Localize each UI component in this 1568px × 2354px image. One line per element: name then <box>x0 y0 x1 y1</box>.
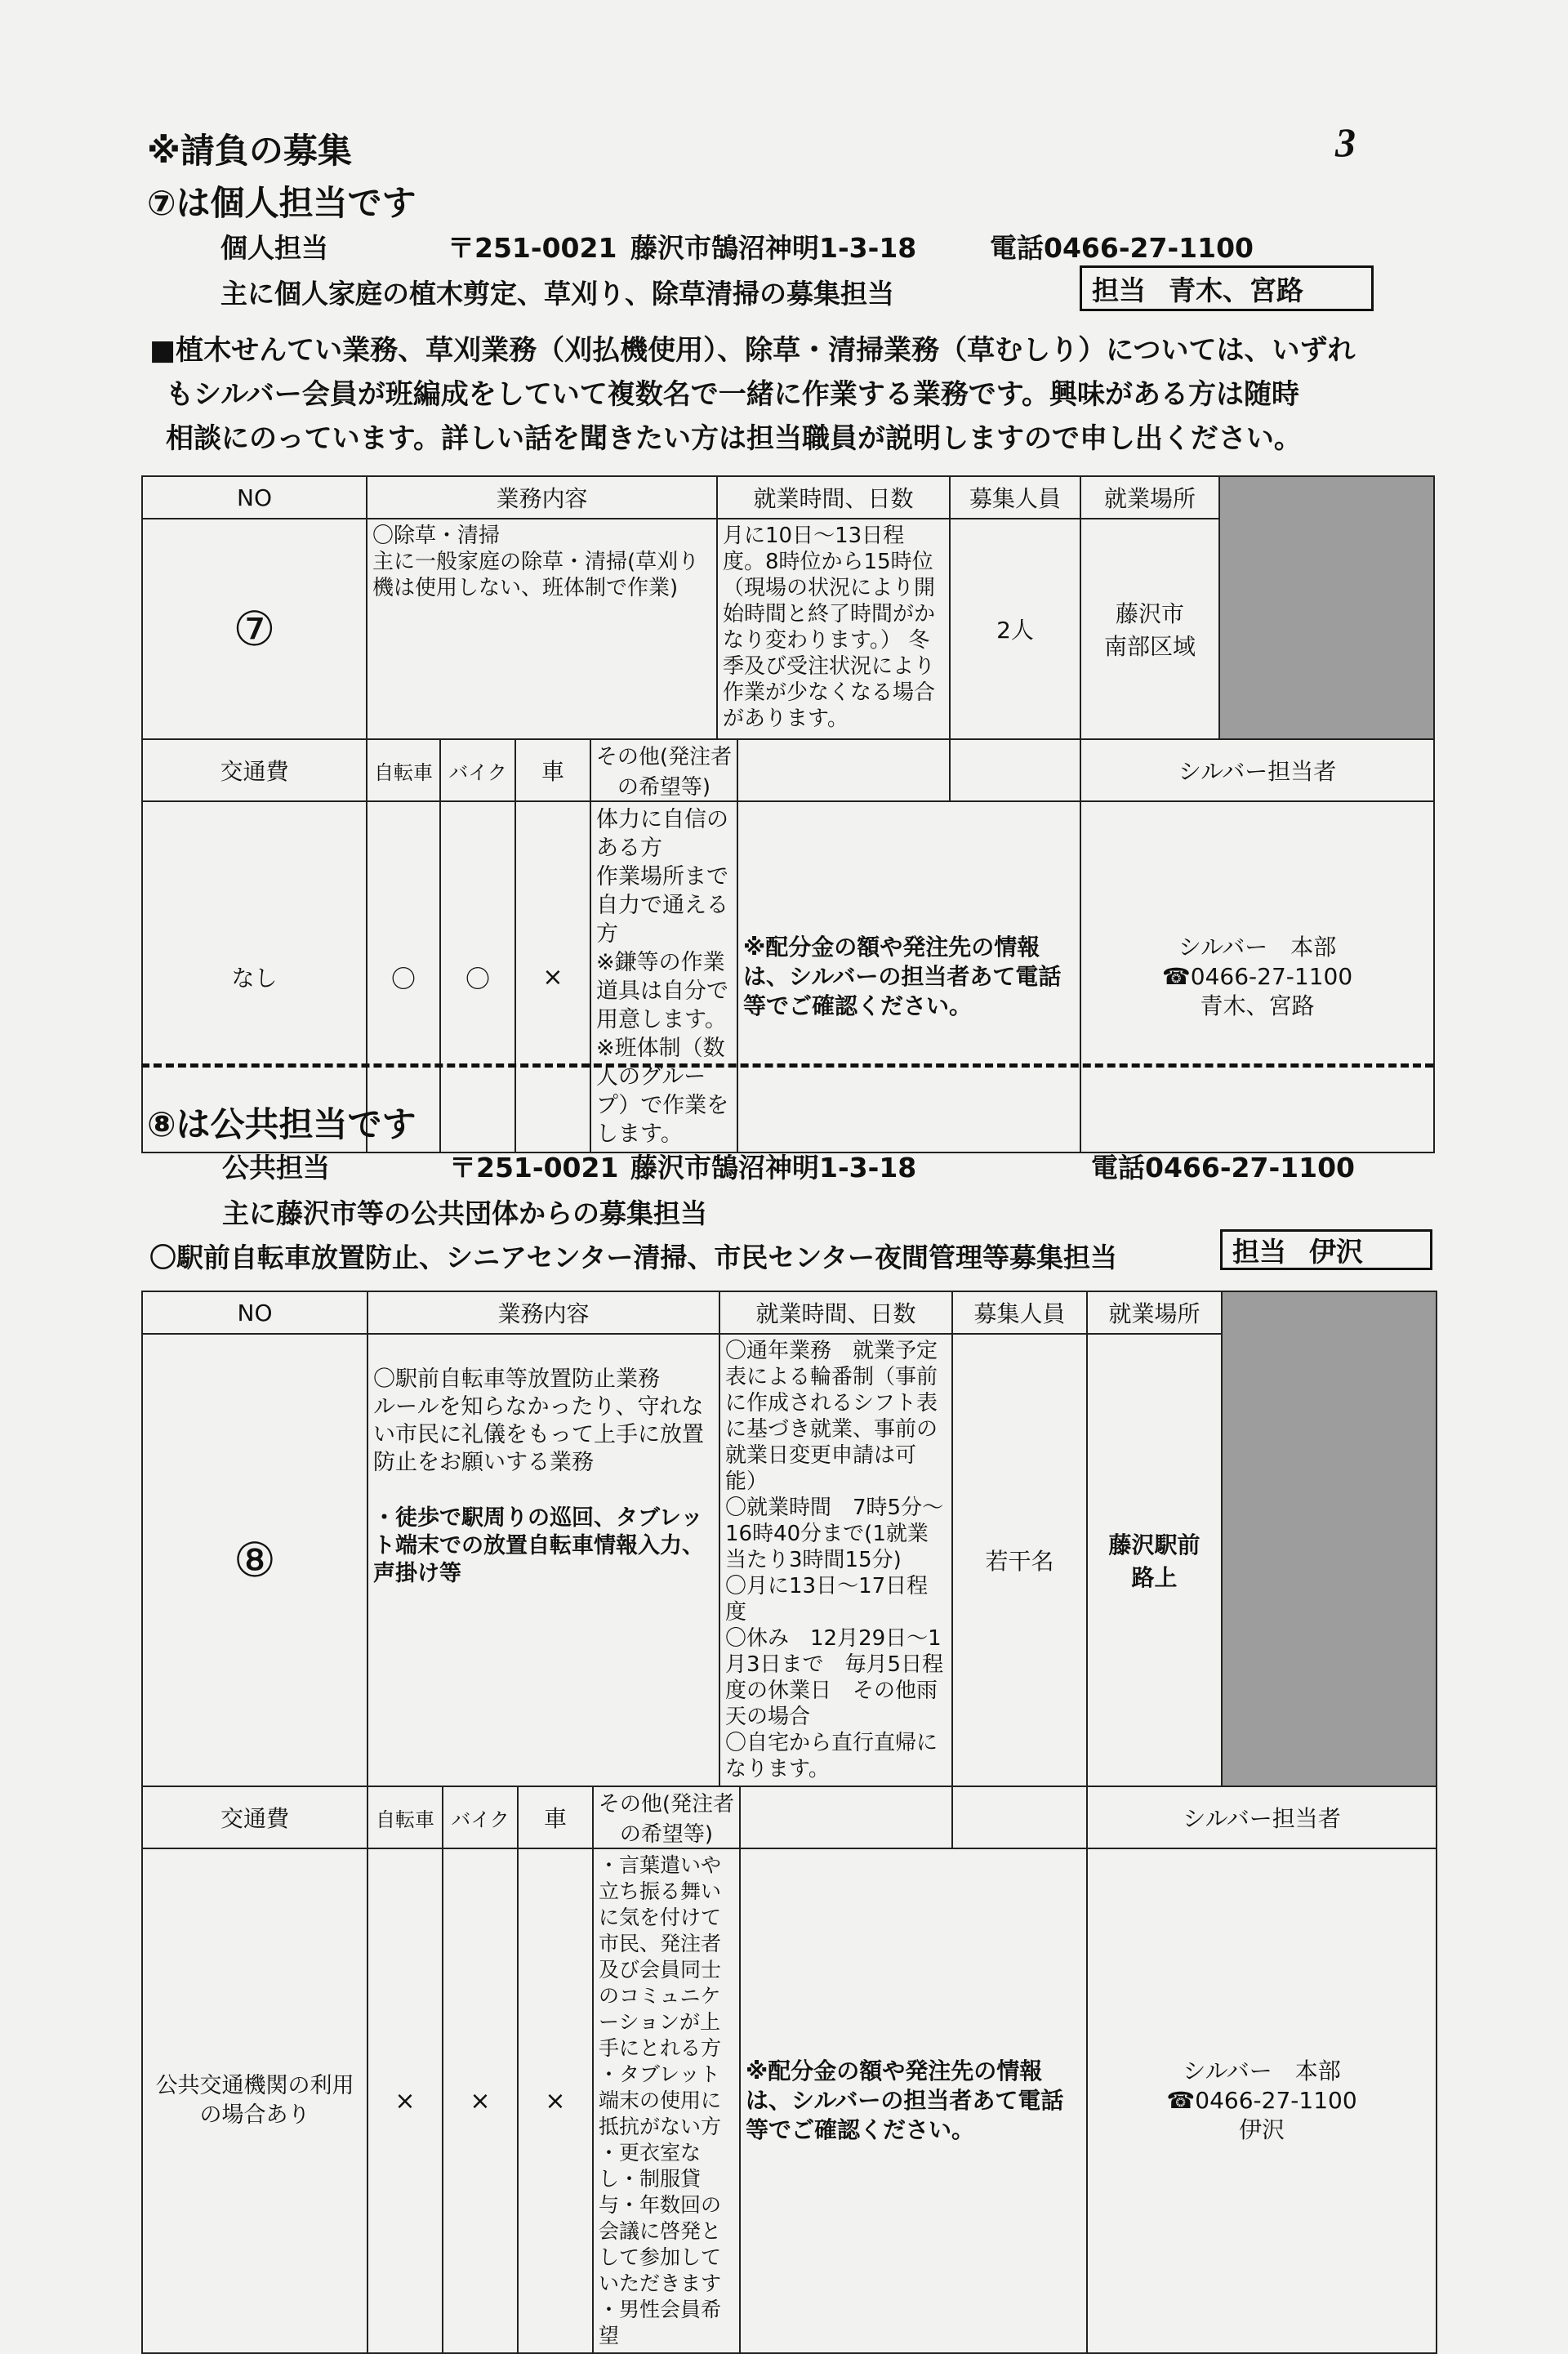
row-number: ⑧ <box>142 1334 368 1786</box>
work-hours: 月に10日～13日程度。8時位から15時位（現場の状況により開始時間と終了時間がかなり変わります。） 冬季及び受注状況により作業が少なくなる場合があります。 <box>717 519 950 739</box>
notice-line: ■植木せんてい業務、草刈業務（刈払機使用）、除草・清掃業務（草むしり）については、いずれ <box>149 334 1356 367</box>
col-header-car: 車 <box>518 1786 593 1848</box>
col-header-place: 就業場所 <box>1087 1291 1222 1334</box>
fee-note: ※配分金の額や発注先の情報は、シルバーの担当者あて電話等でご確認ください。 <box>737 801 1080 1152</box>
work-place: 藤沢市 南部区域 <box>1080 519 1219 739</box>
col-header-people: 募集人員 <box>952 1291 1087 1334</box>
work-place: 藤沢駅前 路上 <box>1087 1334 1222 1786</box>
notice-line: もシルバー会員が班編成をしていて複数名で一緒に作業する業務です。興味がある方は随時 <box>166 378 1300 411</box>
col-header-bicycle: 自転車 <box>368 1786 443 1848</box>
col-header-work: 業務内容 <box>367 476 717 519</box>
silver-office: シルバー 本部 <box>1183 2058 1341 2084</box>
section7-heading: ⑦は個人担当です <box>147 183 416 223</box>
col-header-transport: 交通費 <box>142 739 367 801</box>
section-divider <box>141 1063 1433 1068</box>
section7-staff-box <box>1080 265 1374 311</box>
blank-cell <box>952 1786 1087 1848</box>
recruit-count: 2人 <box>950 519 1080 739</box>
col-header-car: 車 <box>515 739 590 801</box>
section8-subline: 〇駅前自転車放置防止、シニアセンター清掃、市民センター夜間管理等募集担当 <box>149 1242 1118 1273</box>
section8-contact-label: 公共担当 <box>222 1152 330 1184</box>
blank-cell <box>737 739 950 801</box>
silver-office: シルバー 本部 <box>1178 934 1337 961</box>
section8-staff-box <box>1220 1229 1432 1270</box>
work-hours: 〇通年業務 就業予定表による輪番制（事前に作成されるシフト表に基づき就業、事前の就業日変更申請は可能） 〇就業時間 7時5分～16時40分まで(1就業当たり3時間15分) 〇月に13日～17日程度 〇休み 12月29日～1月3日まで 毎月5日程度の休業日 その他雨天の場合 〇自宅から直行直帰になります。 <box>719 1334 952 1786</box>
staff-names: 伊沢 <box>1309 1235 1363 1268</box>
col-header-other: その他(発注者の希望等) <box>590 739 737 801</box>
col-header-people: 募集人員 <box>950 476 1080 519</box>
blank-cell <box>950 739 1080 801</box>
staff-names: 青木、宮路 <box>1169 274 1303 306</box>
motorbike-value: × <box>443 1848 518 2353</box>
car-value: × <box>515 801 590 1152</box>
col-header-hours: 就業時間、日数 <box>717 476 950 519</box>
fee-note: ※配分金の額や発注先の情報は、シルバーの担当者あて電話等でご確認ください。 <box>740 1848 1087 2353</box>
col-header-work: 業務内容 <box>368 1291 719 1334</box>
section7-notice <box>149 328 1423 461</box>
col-header-no: NO <box>142 1291 368 1334</box>
recruit-count: 若干名 <box>952 1334 1087 1786</box>
other-requirements: ・言葉遣いや立ち振る舞いに気を付けて市民、発注者及び会員同士のコミュニケーションが上手にとれる方 ・タブレット端末の使用に抵抗がない方 ・更衣室なし・制服貸与・年数回の会議に啓発として参加していただきます ・男性会員希望 <box>593 1848 740 2353</box>
col-header-transport: 交通費 <box>142 1786 368 1848</box>
section7-contact-label: 個人担当 <box>220 232 328 264</box>
silver-staff: 伊沢 <box>1239 2116 1285 2143</box>
section7-phone: 電話0466-27-1100 <box>990 232 1254 264</box>
col-header-bicycle: 自転車 <box>367 739 440 801</box>
section7-description: 主に個人家庭の植木剪定、草刈り、除草清掃の募集担当 <box>220 278 894 310</box>
work-content-bold: ・徒歩で駅周りの巡回、タブレット端末での放置自転車情報入力、声掛け等 <box>373 1505 704 1586</box>
col-header-silver: シルバー担当者 <box>1087 1786 1437 1848</box>
staff-label: 担当 <box>1092 274 1146 306</box>
transport-value: なし <box>142 801 367 1152</box>
col-header-no: NO <box>142 476 367 519</box>
bicycle-value: 〇 <box>367 801 440 1152</box>
notice-line: 相談にのっています。詳しい話を聞きたい方は担当職員が説明しますので申し出ください。 <box>166 422 1302 455</box>
section8-heading: ⑧は公共担当です <box>147 1104 416 1144</box>
work-content <box>368 1334 719 1786</box>
section8-description: 主に藤沢市等の公共団体からの募集担当 <box>222 1197 707 1229</box>
silver-contact <box>1080 801 1434 1152</box>
page-number: 3 <box>1335 119 1356 165</box>
section7-postal: 〒251-0021 <box>448 232 617 264</box>
work-content: 〇除草・清掃 主に一般家庭の除草・清掃(草刈り機は使用しない、班体制で作業) <box>367 519 717 739</box>
work-content-text: 〇駅前自転車等放置防止業務 ルールを知らなかったり、守れない市民に礼儀をもって上手に放置防止をお願いする業務 <box>373 1366 704 1475</box>
col-header-silver: シルバー担当者 <box>1080 739 1434 801</box>
blank-cell <box>740 1786 952 1848</box>
transport-value: 公共交通機関の利用の場合あり <box>142 1848 368 2353</box>
staff-label: 担当 <box>1232 1235 1286 1268</box>
silver-contact <box>1087 1848 1437 2353</box>
row-number: ⑦ <box>142 519 367 739</box>
col-header-place: 就業場所 <box>1080 476 1219 519</box>
col-header-hours: 就業時間、日数 <box>719 1291 952 1334</box>
car-value: × <box>518 1848 593 2353</box>
page-title: ※請負の募集 <box>147 131 352 171</box>
section8-phone: 電話0466-27-1100 <box>1091 1152 1356 1184</box>
silver-staff: 青木、宮路 <box>1200 992 1315 1019</box>
section7-address: 藤沢市鵠沼神明1-3-18 <box>630 232 917 264</box>
col-header-motorbike: バイク <box>440 739 515 801</box>
col-header-other: その他(発注者の希望等) <box>593 1786 740 1848</box>
motorbike-value: 〇 <box>440 801 515 1152</box>
section8-postal: 〒251-0021 <box>449 1152 619 1184</box>
bicycle-value: × <box>368 1848 443 2353</box>
silver-phone: ☎0466-27-1100 <box>1161 963 1353 990</box>
shaded-cell <box>1219 476 1434 739</box>
shaded-cell <box>1222 1291 1437 1786</box>
section7-table <box>141 475 1435 1153</box>
col-header-motorbike: バイク <box>443 1786 518 1848</box>
section8-address: 藤沢市鵠沼神明1-3-18 <box>630 1152 917 1184</box>
other-requirements: 体力に自信のある方 作業場所まで自力で通える方 ※鎌等の作業道具は自分で用意します。 ※班体制（数人のグループ）で作業をします。 <box>590 801 737 1152</box>
section8-table <box>141 1291 1437 2354</box>
silver-phone: ☎0466-27-1100 <box>1166 2087 1357 2114</box>
